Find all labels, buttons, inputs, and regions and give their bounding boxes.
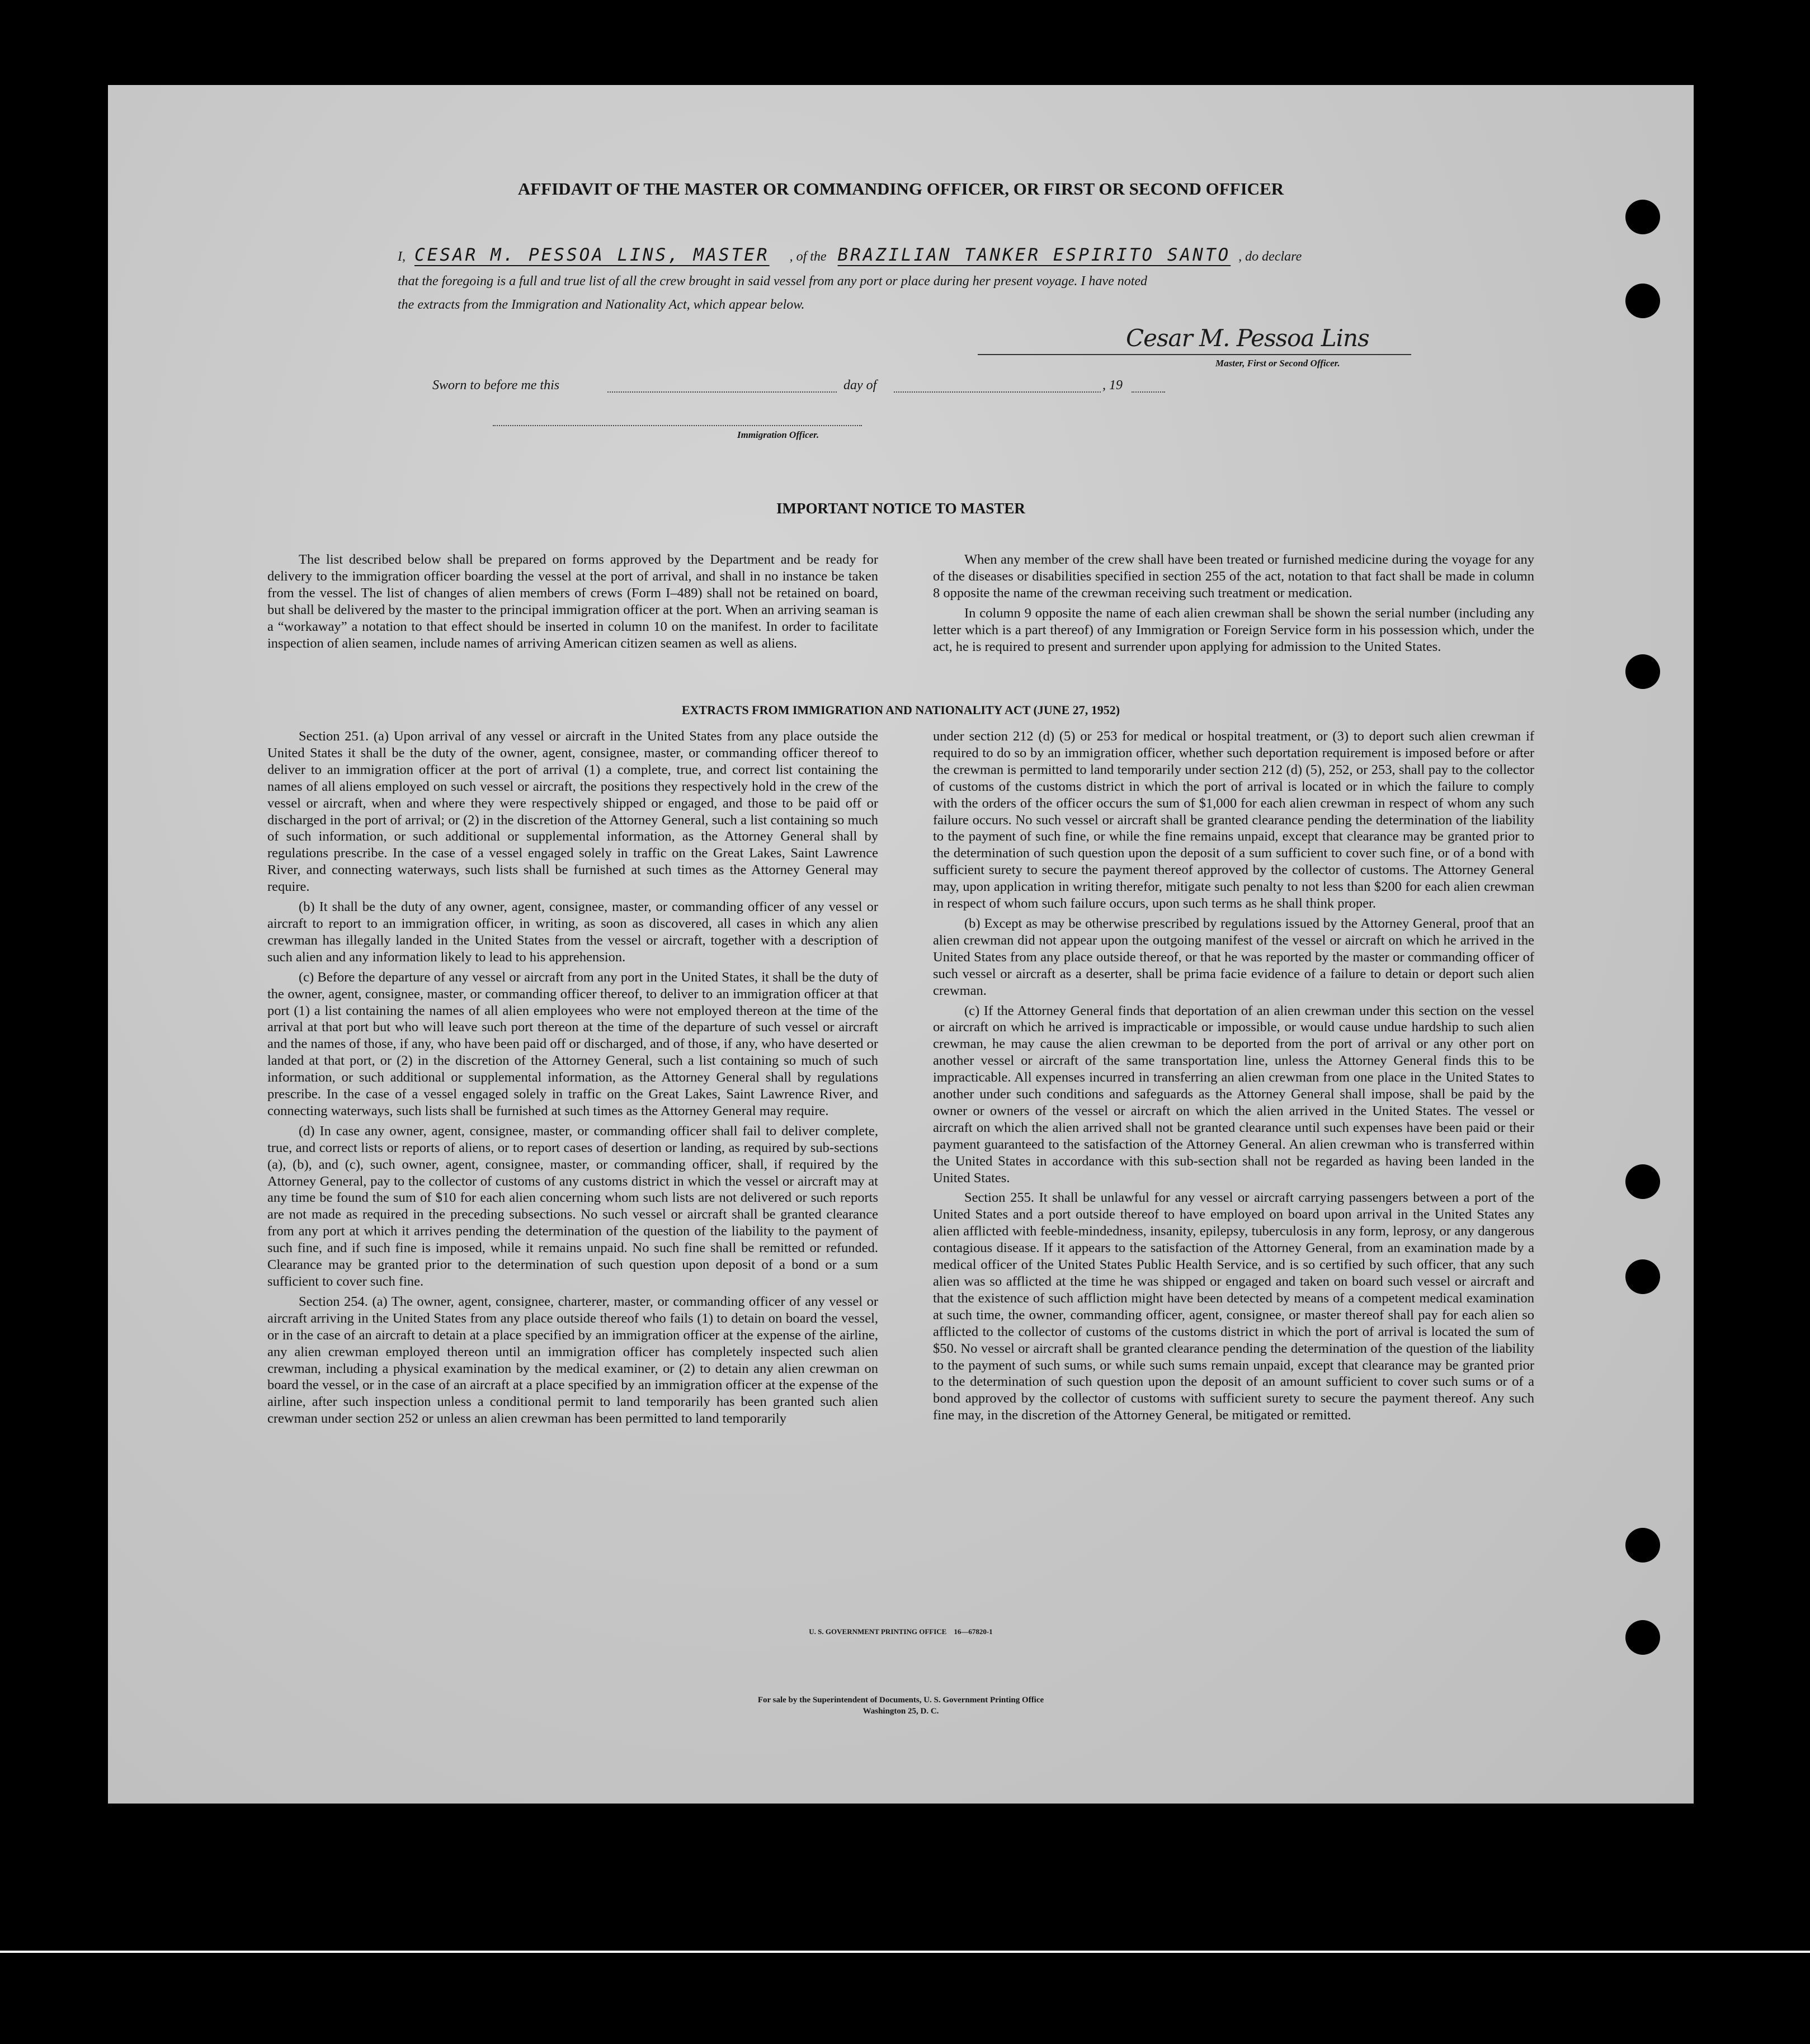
declaration-line-1: that the foregoing is a full and true list of all the crew brought in said vessel from any port or place during her present voyage. I have noted xyxy=(398,274,1148,289)
act-paragraph: Section 255. It shall be unlawful for any vessel or aircraft carrying passengers between a port of the United States and a port outside thereof to have employed on board upon arrival in the United States any alien afflicted with feeble-mindedness, insanity, epilepsy, tuberculosis in any form, leprosy, or any dangerous contagious disease. If it appears to the satisfaction of the Attorney General, from an examination made by a medical officer of the United States Public Health Service, and is so certified by such officer, that any such alien was so afflicted at the time he was shipped or engaged and taken on board such vessel or aircraft and that the existence of such affliction might have been detected by means of a competent medical examination at such time, the owner, commanding officer, agent, consignee, or master thereof shall pay for each alien so afflicted to the collector of customs of the customs district in which the port of arrival is located the sum of $50. No vessel or aircraft shall be granted clearance pending the determination of the question of the liability to the payment of such sums, or while such sums remain unpaid, except that clearance may be granted prior to the determination of such question upon the deposit of an amount sufficient to cover such sums or of a bond approved by the collector of customs with sufficient surety to secure the payment thereof. Any such fine may, in the discretion of the Attorney General, be mitigated or remitted. xyxy=(933,1190,1534,1423)
punch-hole xyxy=(1625,1164,1660,1199)
punch-hole xyxy=(1625,1528,1660,1562)
notice-paragraph: When any member of the crew shall have been treated or furnished medicine during the voyage for any of the diseases or disabilities specified in section 255 of the act, notation to that fact shall be made in column 8 opposite the name of the crewman receiving such treatment or medication. xyxy=(933,552,1534,601)
sworn-blank xyxy=(607,391,837,393)
act-paragraph: Section 251. (a) Upon arrival of any vessel or aircraft in the United States from any place outside the United States it shall be the duty of the owner, agent, consignee, master, or commanding officer thereof to deliver to an immigration officer at the port of arrival (1) a complete, true, and correct list containing the names of all aliens employed on such vessel or aircraft, the positions they respectively hold in the crew of the vessel or aircraft, when and where they were respectively shipped or engaged, and those to be paid off or discharged in the port of arrival; or (2) in the discretion of the Attorney General, such a list containing so much of such information, or such additional or supplemental information, as the Attorney General shall by regulations prescribe. In the case of a vessel engaged solely in traffic on the Great Lakes, Saint Lawrence River, and connecting waterways, such lists shall be furnished at such times as the Attorney General may require. xyxy=(267,729,878,895)
punch-hole xyxy=(1625,654,1660,689)
sale-line-1: For sale by the Superintendent of Documents, U. S. Government Printing Office xyxy=(757,1696,1044,1705)
affidavit-line xyxy=(398,245,1528,265)
notice-left-column xyxy=(267,551,878,655)
signature-line xyxy=(978,354,1411,355)
notice-paragraph: In column 9 opposite the name of each alien crewman shall be shown the serial number (including any letter which is a part thereof) of any Immigration or Foreign Service form in his possession which, under the act, he is required to present and surrender upon applying for admission to the United States. xyxy=(933,605,1534,654)
act-paragraph: under section 212 (d) (5) or 253 for medical or hospital treatment, or (3) to deport such alien crewman if required to do so by an immigration officer, whether such deportation requirement is imposed before or after the crewman is permitted to land temporarily under section 212 (d) (5), 252, or 253, shall pay to the collector of customs of the customs district in which the port of arrival is located or in which the failure to comply with the orders of the officer occurs the sum of $1,000 for each alien crewman in respect of whom any such failure occurs. No such vessel or aircraft shall be granted clearance pending the determination of the liability to the payment of such fine, or while the fine remains unpaid, except that clearance may be granted prior to the determination of such question upon the deposit of a sum sufficient to cover such fine, or of a bond with sufficient surety to secure the payment thereof approved by the collector of customs. The Attorney General may, upon application in writing therefor, mitigate such penalty to not less than $200 for each alien crewman in respect of whom such failure occurs, upon such terms as he shall think proper. xyxy=(933,729,1534,912)
declaration-line-2: the extracts from the Immigration and Nationality Act, which appear below. xyxy=(398,298,805,312)
act-paragraph: (d) In case any owner, agent, consignee, master, or commanding officer shall fail to deliver complete, true, and correct lists or reports of aliens, or to report cases of desertion or landing, as required by sub-sections (a), (b), and (c), such owner, agent, consignee, master, or commanding officer, shall, if required by the Attorney General, pay to the collector of customs of any customs district in which the vessel or aircraft may at any time be found the sum of $10 for each alien concerning whom such lists are not delivered or such reports are not made as required in the preceding subsections. No such vessel or aircraft shall be granted clearance from any port at which it arrives pending the determination of the question of the liability to the payment of such fine, and if such fine is imposed, while it remains unpaid. No such fine shall be remitted or refunded. Clearance may be granted prior to the determination of such question upon deposit of a bond or a sum sufficient to cover such fine. xyxy=(267,1123,878,1289)
affidavit-i: I, xyxy=(398,249,406,264)
year-blank xyxy=(1132,391,1165,393)
scan-edge-line xyxy=(0,1951,1810,1953)
extracts-right-column xyxy=(933,728,1534,1427)
punch-hole xyxy=(1625,200,1660,234)
sworn-label: Sworn to before me this xyxy=(432,378,560,393)
sale-line-2: Washington 25, D. C. xyxy=(862,1707,939,1716)
notice-right-column xyxy=(933,551,1534,658)
act-paragraph: (c) Before the departure of any vessel or aircraft from any port in the United States, it shall be the duty of the owner, agent, consignee, master, or commanding officer thereof, to deliver to an immigration officer at that port (1) a list containing the names of all alien employees who were not employed thereon at the time of the arrival at that port but who will leave such port thereon at the time of the departure of such vessel or aircraft and the names of those, if any, who have been paid off or discharged, and of those, if any, who have deserted or landed at that port, or (2) in the discretion of the Attorney General, such a list containing so much of such information, or such additional or supplemental information, as the Attorney General shall by regulations prescribe. In the case of a vessel engaged solely in traffic on the Great Lakes, Saint Lawrence River, and connecting waterways, such lists shall be furnished at such times as the Attorney General may require. xyxy=(267,969,878,1118)
punch-hole xyxy=(1625,1620,1660,1655)
day-of-label: day of xyxy=(843,378,877,393)
affidavit-title: AFFIDAVIT OF THE MASTER OR COMMANDING OFFICER, OR FIRST OR SECOND OFFICER xyxy=(517,179,1284,199)
month-blank xyxy=(894,391,1101,393)
master-name: CESAR M. PESSOA LINS, MASTER xyxy=(414,245,770,265)
officer-signature-line xyxy=(493,425,862,426)
extracts-title: EXTRACTS FROM IMMIGRATION AND NATIONALITY ACT (JUNE 27, 1952) xyxy=(681,703,1120,717)
act-paragraph: Section 254. (a) The owner, agent, consignee, charterer, master, or commanding officer of any vessel or aircraft arriving in the United States from any place outside thereof who fails (1) to detain on board the vessel, or in the case of an aircraft to detain at a place specified by an immigration officer at the expense of the airline, any alien crewman employed thereon until an immigration officer has completely inspected such alien crewman, including a physical examination by the medical examiner, or (2) to detain any alien crewman on board the vessel, or in the case of an aircraft at a place specified by an immigration officer at the expense of the airline, after such inspection unless a conditional permit to land temporarily has been granted such alien crewman under section 252 or unless an alien crewman has been permitted to land temporarily xyxy=(267,1294,878,1427)
act-paragraph: (b) It shall be the duty of any owner, agent, consignee, master, or commanding officer of any vessel or aircraft to report to an immigration officer, in writing, as soon as discovered, all cases in which any alien crewman has illegally landed in the United States from the vessel or aircraft, together with a description of such alien and any information likely to lead to his apprehension. xyxy=(267,899,878,965)
act-paragraph: (b) Except as may be otherwise prescribed by regulations issued by the Attorney General, proof that an alien crewman did not appear upon the outgoing manifest of the vessel or aircraft on which he arrived in the United States from any place outside thereof, or that he was reported by the master or commanding officer of such vessel or aircraft as a deserter, shall be prima facie evidence of a failure to detain or deport such alien crewman. xyxy=(933,915,1534,998)
punch-hole xyxy=(1625,1259,1660,1294)
printer-imprint: U. S. GOVERNMENT PRINTING OFFICE 16—67820-1 xyxy=(809,1627,993,1636)
officer-caption: Immigration Officer. xyxy=(737,429,819,440)
act-paragraph: (c) If the Attorney General finds that deportation of an alien crewman under this section on the vessel or aircraft on which he arrived is impracticable or impossible, or would cause undue hardship to such alien crewman, he may cause the alien crewman to be deported from the port of arrival or any other port on another vessel or aircraft of the same transportation line, unless the Attorney General finds this to be impracticable. All expenses incurred in transferring an alien crewman from one place in the United States to another under such conditions and safeguards as the Attorney General shall impose, shall be paid by the owner or owners of the vessel or aircraft on which the alien arrived in the United States. The vessel or aircraft on which the alien arrived shall not be granted clearance until such expenses have been paid or their payment guaranteed to the satisfaction of the Attorney General. An alien crewman who is transferred within the United States in accordance with this sub-section shall not be regarded as having been landed in the United States. xyxy=(933,1003,1534,1186)
notice-title: IMPORTANT NOTICE TO MASTER xyxy=(776,500,1025,517)
punch-hole xyxy=(1625,284,1660,318)
master-signature: Cesar M. Pessoa Lins xyxy=(1126,324,1369,352)
vessel-name: BRAZILIAN TANKER ESPIRITO SANTO xyxy=(837,245,1231,265)
extracts-left-column xyxy=(267,728,878,1431)
signature-caption: Master, First or Second Officer. xyxy=(1215,358,1340,369)
year-label: , 19 xyxy=(1102,378,1123,393)
affidavit-of-the: , of the xyxy=(789,249,827,264)
notice-paragraph: The list described below shall be prepared on forms approved by the Department and be ready for delivery to the immigration officer boarding the vessel at the port of arrival, and shall in no instance be taken from the vessel. The list of changes of alien members of crews (Form I–489) shall not be retained on board, but shall be delivered by the master to the principal immigration officer at the port. When an arriving seaman is a “workaway” a notation to that effect should be inserted in column 10 on the manifest. In order to facilitate inspection of alien seamen, include names of arriving American citizen seamen as well as aliens. xyxy=(267,552,878,651)
affidavit-do-declare: , do declare xyxy=(1238,249,1302,264)
document-page xyxy=(108,85,1694,1804)
